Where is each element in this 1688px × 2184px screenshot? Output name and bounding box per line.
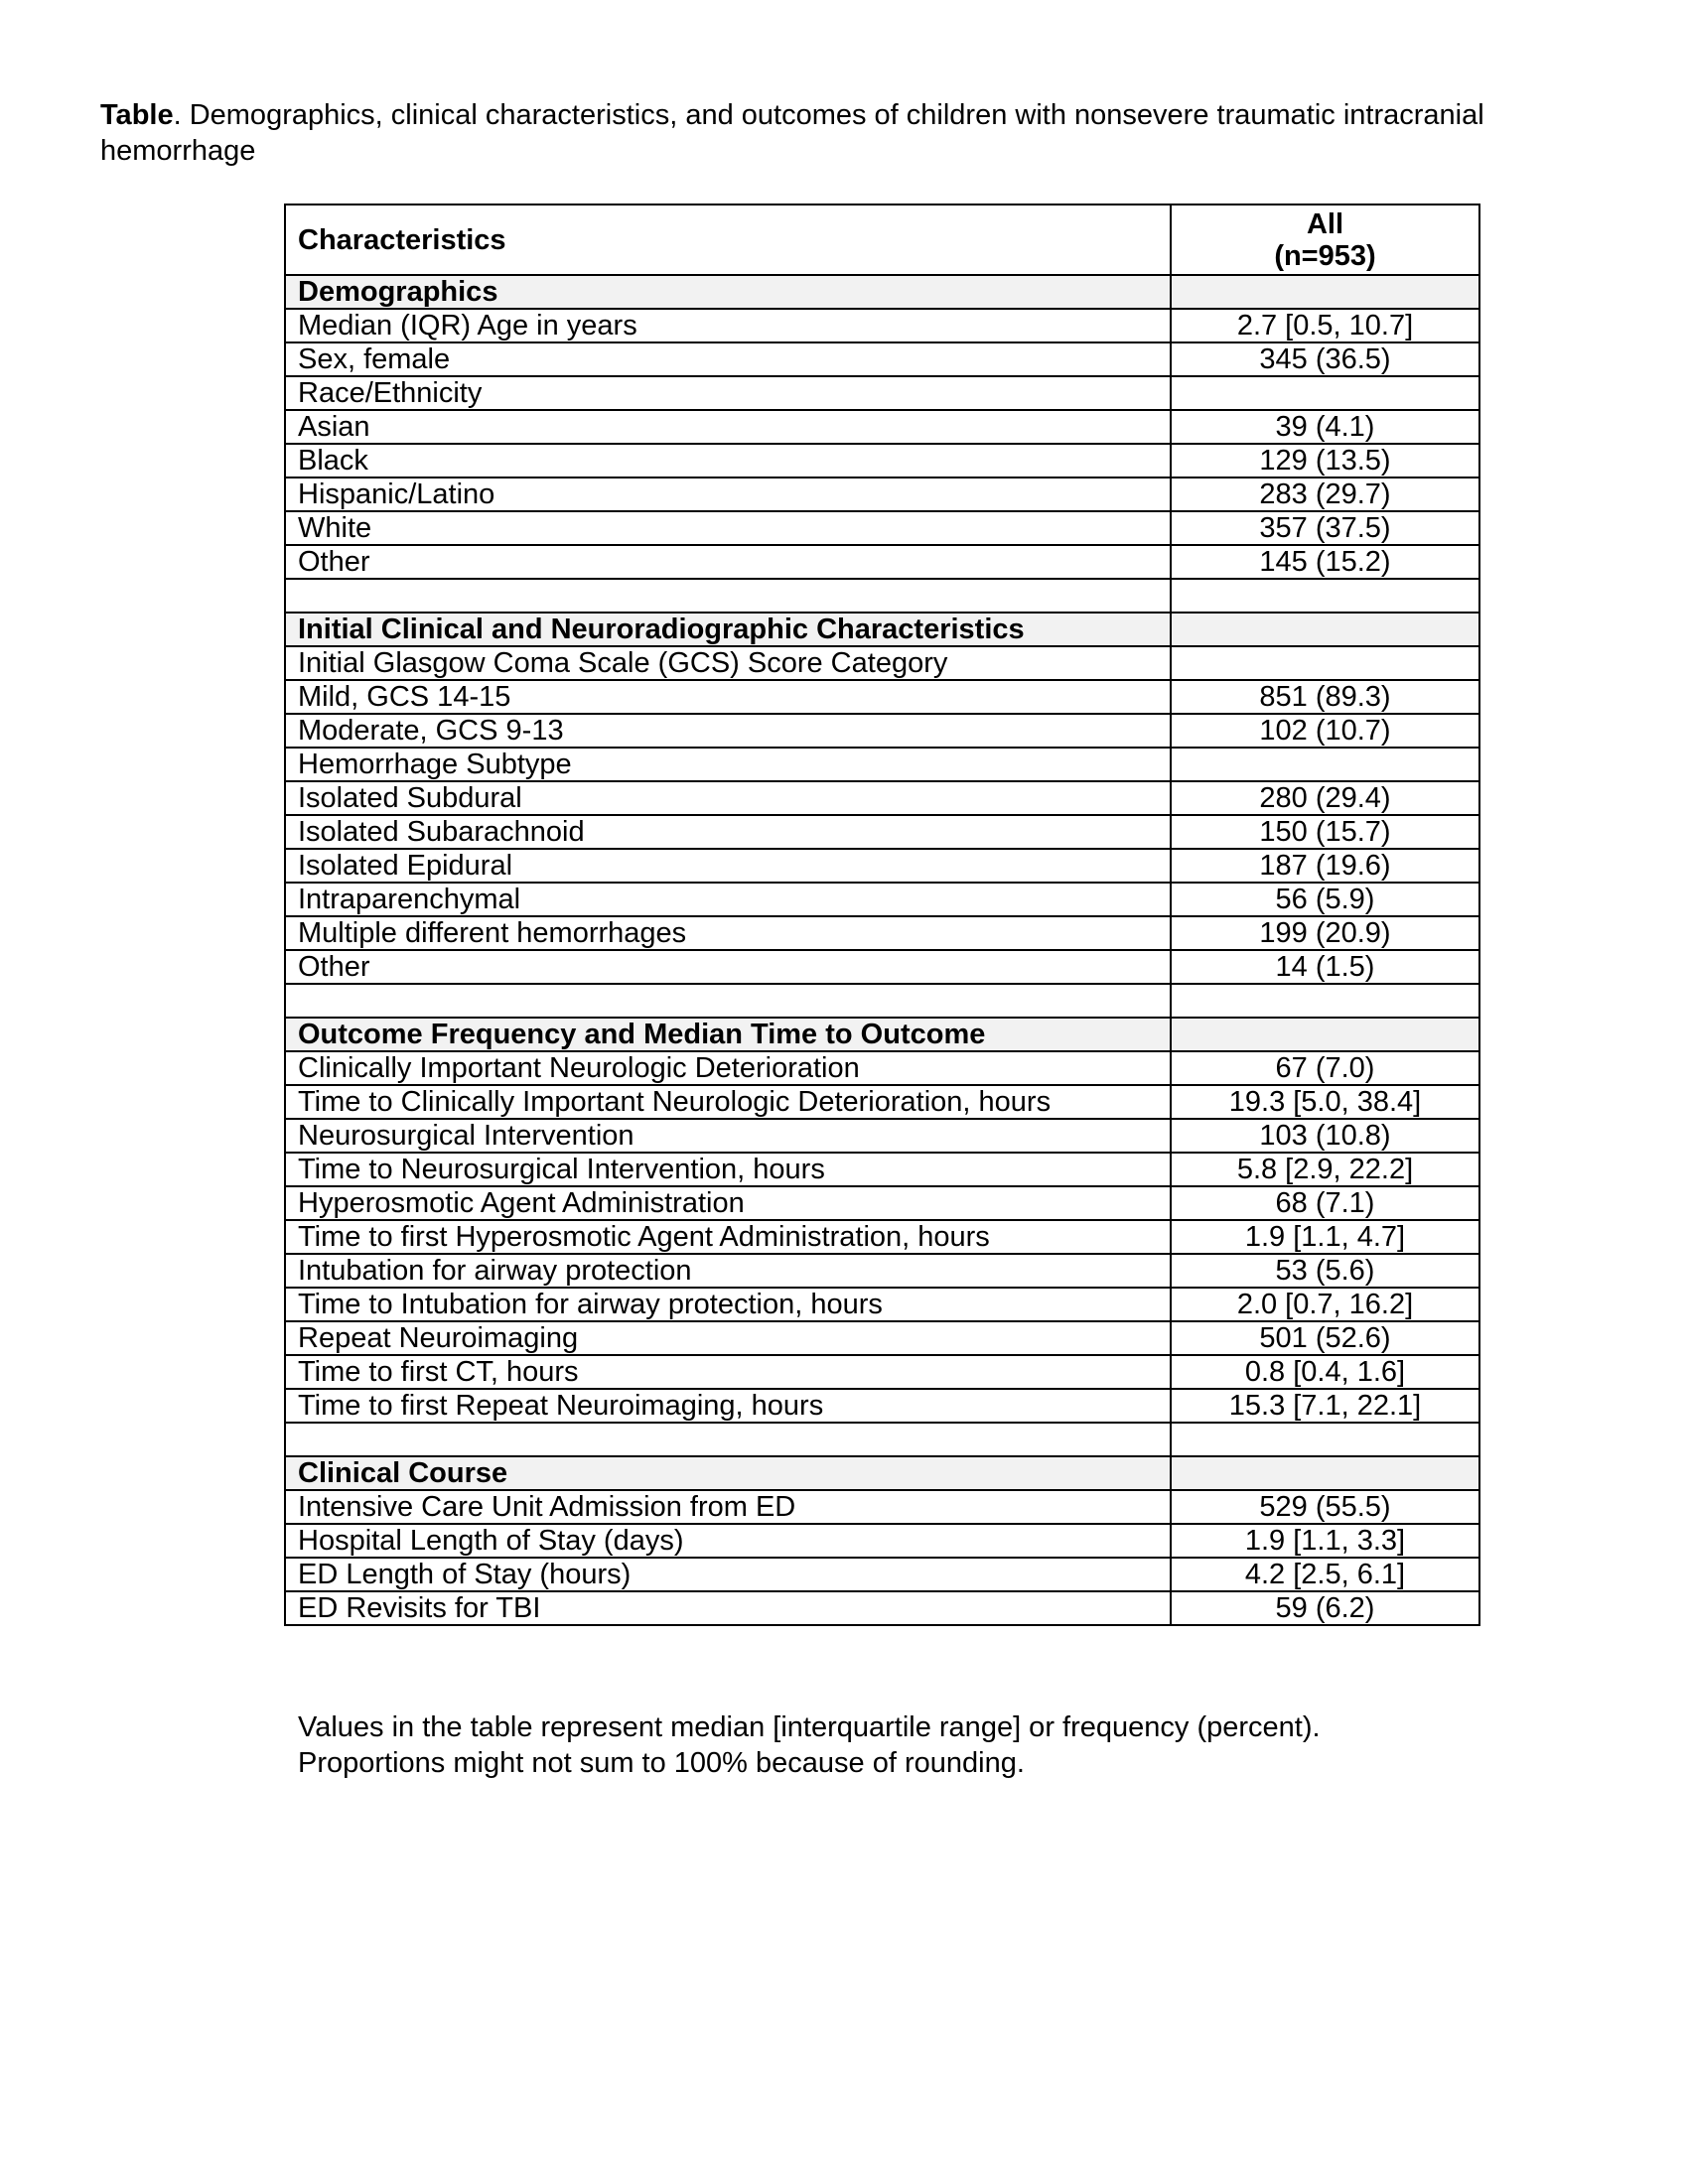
row-value: 19.3 [5.0, 38.4] [1171,1085,1479,1119]
row-label: Black [285,444,1171,478]
row-value [1171,1423,1479,1456]
table-row [285,1288,1479,1321]
row-label: Hemorrhage Subtype [285,748,1171,781]
characteristics-table [284,204,1480,1626]
table-row [285,1153,1479,1186]
footnote-line-2: Proportions might not sum to 100% because of rounding. [298,1747,1025,1779]
row-value: 2.0 [0.7, 16.2] [1171,1288,1479,1321]
section-row [285,1018,1479,1051]
row-label: Asian [285,410,1171,444]
row-value: 280 (29.4) [1171,781,1479,815]
table-row [285,883,1479,916]
row-label: ED Revisits for TBI [285,1591,1171,1625]
row-value [1171,613,1479,646]
row-label: Time to Intubation for airway protection, hours [285,1288,1171,1321]
row-value: 1.9 [1.1, 4.7] [1171,1220,1479,1254]
row-value [1171,748,1479,781]
table-row [285,511,1479,545]
row-value: 187 (19.6) [1171,849,1479,883]
row-label [285,579,1171,613]
table-header-row [285,205,1479,275]
table-row [285,680,1479,714]
row-label: Time to first Hyperosmotic Agent Administration, hours [285,1220,1171,1254]
section-row [285,275,1479,309]
table-row [285,1591,1479,1625]
row-label: Initial Glasgow Coma Scale (GCS) Score Category [285,646,1171,680]
table-row [285,1085,1479,1119]
row-label: Isolated Epidural [285,849,1171,883]
section-label: Outcome Frequency and Median Time to Outcome [285,1018,1171,1051]
table-row [285,646,1479,680]
row-value: 357 (37.5) [1171,511,1479,545]
row-label: Intraparenchymal [285,883,1171,916]
row-label: ED Length of Stay (hours) [285,1558,1171,1591]
row-label: Sex, female [285,342,1171,376]
row-label: Multiple different hemorrhages [285,916,1171,950]
row-label: Intubation for airway protection [285,1254,1171,1288]
row-value [1171,1456,1479,1490]
row-value: 59 (6.2) [1171,1591,1479,1625]
row-label: White [285,511,1171,545]
table-caption [100,97,1590,169]
row-label: Isolated Subdural [285,781,1171,815]
table-row [285,1490,1479,1524]
row-value [1171,1018,1479,1051]
table-row [285,815,1479,849]
table-row [285,410,1479,444]
row-label: Other [285,950,1171,984]
table-row [285,1355,1479,1389]
table-row [285,478,1479,511]
row-label [285,1423,1171,1456]
row-label: Clinically Important Neurologic Deterioration [285,1051,1171,1085]
row-value [1171,579,1479,613]
table-row [285,342,1479,376]
row-value: 129 (13.5) [1171,444,1479,478]
blank-row [285,984,1479,1018]
row-label [285,984,1171,1018]
row-value: 68 (7.1) [1171,1186,1479,1220]
row-value: 501 (52.6) [1171,1321,1479,1355]
table-row [285,1119,1479,1153]
table-row [285,545,1479,579]
row-label: Hospital Length of Stay (days) [285,1524,1171,1558]
row-value: 14 (1.5) [1171,950,1479,984]
row-value: 199 (20.9) [1171,916,1479,950]
table-row [285,950,1479,984]
table-body [285,275,1479,1625]
row-label: Moderate, GCS 9-13 [285,714,1171,748]
table-footnote [298,1709,1489,1781]
row-value: 15.3 [7.1, 22.1] [1171,1389,1479,1423]
row-value: 0.8 [0.4, 1.6] [1171,1355,1479,1389]
table-row [285,714,1479,748]
row-value [1171,646,1479,680]
row-value: 1.9 [1.1, 3.3] [1171,1524,1479,1558]
row-value: 4.2 [2.5, 6.1] [1171,1558,1479,1591]
row-value [1171,376,1479,410]
table-row [285,309,1479,342]
table-row [285,916,1479,950]
row-value: 345 (36.5) [1171,342,1479,376]
row-label: Time to Clinically Important Neurologic Deterioration, hours [285,1085,1171,1119]
row-value: 529 (55.5) [1171,1490,1479,1524]
section-row [285,613,1479,646]
row-value: 150 (15.7) [1171,815,1479,849]
footnote-line-1: Values in the table represent median [interquartile range] or frequency (percent). [298,1711,1321,1743]
row-value: 103 (10.8) [1171,1119,1479,1153]
row-value: 851 (89.3) [1171,680,1479,714]
header-all-label: All [1306,207,1344,240]
row-label: Time to first CT, hours [285,1355,1171,1389]
row-label: Mild, GCS 14-15 [285,680,1171,714]
header-characteristics: Characteristics [285,205,1171,275]
row-value: 2.7 [0.5, 10.7] [1171,309,1479,342]
row-label: Other [285,545,1171,579]
blank-row [285,579,1479,613]
row-label: Time to first Repeat Neuroimaging, hours [285,1389,1171,1423]
row-value: 53 (5.6) [1171,1254,1479,1288]
row-value: 67 (7.0) [1171,1051,1479,1085]
row-value: 145 (15.2) [1171,545,1479,579]
row-label: Median (IQR) Age in years [285,309,1171,342]
row-label: Isolated Subarachnoid [285,815,1171,849]
row-label: Race/Ethnicity [285,376,1171,410]
table-row [285,444,1479,478]
row-label: Time to Neurosurgical Intervention, hours [285,1153,1171,1186]
table-row [285,1321,1479,1355]
table-row [285,1389,1479,1423]
table-row [285,376,1479,410]
section-label: Demographics [285,275,1171,309]
row-value: 283 (29.7) [1171,478,1479,511]
table-row [285,1186,1479,1220]
row-label: Hispanic/Latino [285,478,1171,511]
section-row [285,1456,1479,1490]
caption-text: . Demographics, clinical characteristics, and outcomes of children with nonsevere traumatic intracranial hemorrhage [100,99,1484,167]
table-row [285,1220,1479,1254]
header-all [1171,205,1479,275]
section-label: Clinical Course [285,1456,1171,1490]
caption-lead: Table [100,99,174,131]
table-row [285,1524,1479,1558]
row-value: 39 (4.1) [1171,410,1479,444]
blank-row [285,1423,1479,1456]
table-row [285,748,1479,781]
table-row [285,1051,1479,1085]
section-label: Initial Clinical and Neuroradiographic Characteristics [285,613,1171,646]
row-value [1171,275,1479,309]
row-label: Repeat Neuroimaging [285,1321,1171,1355]
header-all-n: (n=953) [1274,239,1376,272]
row-value: 102 (10.7) [1171,714,1479,748]
row-label: Intensive Care Unit Admission from ED [285,1490,1171,1524]
row-value [1171,984,1479,1018]
table-row [285,849,1479,883]
row-value: 56 (5.9) [1171,883,1479,916]
table-row [285,1558,1479,1591]
table-row [285,1254,1479,1288]
table-row [285,781,1479,815]
row-label: Neurosurgical Intervention [285,1119,1171,1153]
row-label: Hyperosmotic Agent Administration [285,1186,1171,1220]
row-value: 5.8 [2.9, 22.2] [1171,1153,1479,1186]
